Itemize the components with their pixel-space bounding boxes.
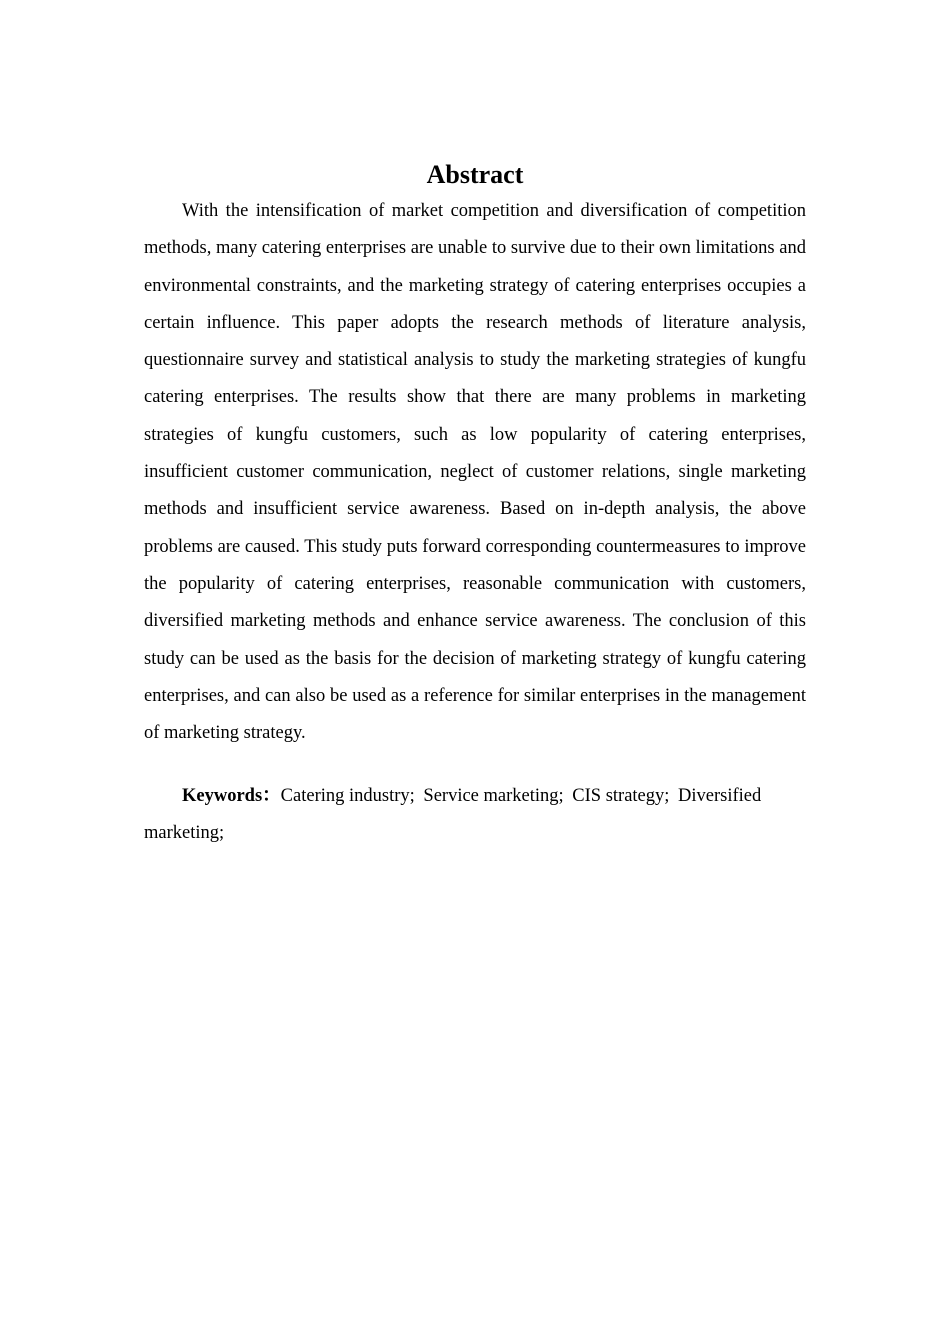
keywords-label: Keywords： [182,786,281,806]
keyword-item: CIS strategy; [572,786,670,806]
keyword-item: Catering industry; [280,786,415,806]
abstract-body: With the intensification of market competition and diversification of competition methods, many catering enterprises are unable to survive due to their own limitations and environmental constraints, and the marketing strategy of catering enterprises occupies a certain influence. This paper adopts the research methods of literature analysis, questionnaire survey and statistical analysis to study the marketing strategies of kungfu catering enterprises. The results show that there are many problems in marketing strategies of kungfu customers, such as low popularity of catering enterprises, insufficient customer communication, neglect of customer relations, single marketing methods and insufficient service awareness. Based on in-depth analysis, the above problems are caused. This study puts forward corresponding countermeasures to improve the popularity of catering enterprises, reasonable communication with customers, diversified marketing methods and enhance service awareness. The conclusion of this study can be used as the basis for the decision of marketing strategy of kungfu catering enterprises, and can also be used as a reference for similar enterprises in the management of marketing strategy. [144,201,806,744]
keyword-item: Diversified marketing; [144,786,762,843]
keywords-line [144,778,806,852]
keyword-item: Service marketing; [423,786,564,806]
abstract-title: Abstract [426,160,524,189]
